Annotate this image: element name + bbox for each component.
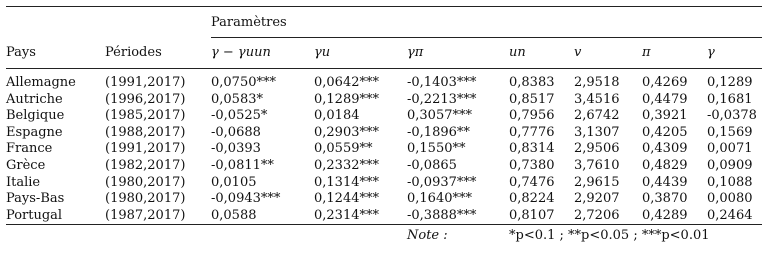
column-header-row bbox=[6, 38, 762, 69]
cell-u-n: 0,8224 bbox=[509, 191, 555, 207]
cell-gamma: 0,2464 bbox=[707, 207, 753, 223]
cell-periodes: (1987,2017) bbox=[105, 207, 186, 223]
cell-pays: Autriche bbox=[6, 91, 63, 107]
cell-gamma-minus-gammau-un: 0,0583* bbox=[211, 91, 263, 107]
cell-v: 3,7610 bbox=[574, 157, 620, 173]
cell-gamma-minus-gammau-un: -0,0688 bbox=[211, 124, 261, 140]
cell-gamma-pi: -0,0937*** bbox=[407, 174, 477, 190]
table-row bbox=[6, 208, 762, 225]
cell-v: 2,9207 bbox=[574, 191, 620, 207]
table-row bbox=[6, 191, 762, 208]
column-header-periodes: Périodes bbox=[105, 44, 162, 60]
table-row bbox=[6, 92, 762, 109]
cell-v: 2,9518 bbox=[574, 75, 620, 90]
cell-u-n: 0,7776 bbox=[509, 124, 555, 140]
group-header-row bbox=[6, 7, 762, 38]
cell-periodes: (1991,2017) bbox=[105, 141, 186, 157]
note-row bbox=[6, 227, 762, 245]
column-header-gamma-u: γu bbox=[314, 44, 331, 60]
cell-pays: Italie bbox=[6, 174, 41, 190]
cell-gamma-minus-gammau-un: 0,0588 bbox=[211, 207, 257, 223]
cell-gamma-pi: -0,1403*** bbox=[407, 75, 477, 90]
cell-pays: Allemagne bbox=[6, 75, 76, 90]
cell-u-n: 0,8383 bbox=[509, 75, 555, 90]
cell-gamma-minus-gammau-un: -0,0525* bbox=[211, 108, 268, 124]
cell-v: 2,7206 bbox=[574, 207, 620, 223]
cell-gamma-u: 0,0559** bbox=[314, 141, 373, 157]
note-label: Note : bbox=[407, 228, 448, 244]
cell-periodes: (1988,2017) bbox=[105, 124, 186, 140]
cell-gamma-pi: -0,3888*** bbox=[407, 207, 477, 223]
significance-note: *p<0.1 ; **p<0.05 ; ***p<0.01 bbox=[509, 228, 710, 244]
cell-gamma-pi: 0,1550** bbox=[407, 141, 466, 157]
cell-gamma: 0,0080 bbox=[707, 191, 753, 207]
cell-pi: 0,3921 bbox=[642, 108, 688, 124]
cell-pi: 0,4829 bbox=[642, 157, 688, 173]
cell-gamma-u: 0,0642*** bbox=[314, 75, 379, 90]
cell-pays: Grèce bbox=[6, 157, 46, 173]
cell-gamma: 0,1569 bbox=[707, 124, 753, 140]
cell-pays: Belgique bbox=[6, 108, 65, 124]
cell-v: 2,6742 bbox=[574, 108, 620, 124]
cell-gamma-minus-gammau-un: 0,0750*** bbox=[211, 75, 276, 90]
cell-gamma: 0,1681 bbox=[707, 91, 753, 107]
cell-pi: 0,3870 bbox=[642, 191, 688, 207]
column-header-gamma-pi: γπ bbox=[407, 44, 424, 60]
cell-gamma-u: 0,1289*** bbox=[314, 91, 379, 107]
cell-gamma-u: 0,2903*** bbox=[314, 124, 379, 140]
column-header-v: v bbox=[574, 44, 582, 60]
cell-gamma-u: 0,2314*** bbox=[314, 207, 379, 223]
column-header-gamma-minus-gammau-un: γ − γuun bbox=[211, 44, 271, 60]
cell-gamma: 0,1088 bbox=[707, 174, 753, 190]
table-row bbox=[6, 125, 762, 142]
cell-gamma-minus-gammau-un: -0,0393 bbox=[211, 141, 261, 157]
column-header-pays: Pays bbox=[6, 44, 36, 60]
cell-v: 2,9506 bbox=[574, 141, 620, 157]
cell-periodes: (1980,2017) bbox=[105, 191, 186, 207]
cell-pays: France bbox=[6, 141, 53, 157]
cell-periodes: (1985,2017) bbox=[105, 108, 186, 124]
cell-pi: 0,4289 bbox=[642, 207, 688, 223]
cell-gamma-u: 0,1244*** bbox=[314, 191, 379, 207]
cell-pi: 0,4205 bbox=[642, 124, 688, 140]
table-row bbox=[6, 158, 762, 175]
table-row bbox=[6, 75, 762, 92]
cell-gamma: 0,1289 bbox=[707, 75, 753, 90]
cell-pi: 0,4269 bbox=[642, 75, 688, 90]
cell-u-n: 0,7476 bbox=[509, 174, 555, 190]
cell-gamma-pi: -0,0865 bbox=[407, 157, 457, 173]
cell-u-n: 0,7956 bbox=[509, 108, 555, 124]
cell-gamma-pi: -0,1896** bbox=[407, 124, 470, 140]
table-row bbox=[6, 108, 762, 125]
cell-gamma: -0,0378 bbox=[707, 108, 757, 124]
cell-v: 3,4516 bbox=[574, 91, 620, 107]
cell-periodes: (1982,2017) bbox=[105, 157, 186, 173]
cell-v: 2,9615 bbox=[574, 174, 620, 190]
cell-gamma-pi: 0,1640*** bbox=[407, 191, 472, 207]
cell-gamma: 0,0909 bbox=[707, 157, 753, 173]
column-header-pi: π bbox=[642, 44, 651, 60]
cell-gamma-minus-gammau-un: -0,0943*** bbox=[211, 191, 281, 207]
cell-gamma-pi: -0,2213*** bbox=[407, 91, 477, 107]
cell-u-n: 0,7380 bbox=[509, 157, 555, 173]
cell-pays: Portugal bbox=[6, 207, 63, 223]
parameters-table bbox=[6, 6, 762, 245]
cell-u-n: 0,8314 bbox=[509, 141, 555, 157]
cell-periodes: (1991,2017) bbox=[105, 75, 186, 90]
cell-gamma-minus-gammau-un: -0,0811** bbox=[211, 157, 274, 173]
cell-gamma-u: 0,1314*** bbox=[314, 174, 379, 190]
column-header-u-n: un bbox=[509, 44, 526, 60]
group-header: Paramètres bbox=[211, 14, 287, 30]
cell-pays: Espagne bbox=[6, 124, 63, 140]
table-row bbox=[6, 141, 762, 158]
cell-gamma-pi: 0,3057*** bbox=[407, 108, 472, 124]
cell-v: 3,1307 bbox=[574, 124, 620, 140]
cell-gamma-minus-gammau-un: 0,0105 bbox=[211, 174, 257, 190]
column-header-gamma: γ bbox=[707, 44, 715, 60]
table-row bbox=[6, 175, 762, 192]
cell-periodes: (1996,2017) bbox=[105, 91, 186, 107]
cell-periodes: (1980,2017) bbox=[105, 174, 186, 190]
cell-u-n: 0,8107 bbox=[509, 207, 555, 223]
cell-pi: 0,4309 bbox=[642, 141, 688, 157]
cell-pi: 0,4479 bbox=[642, 91, 688, 107]
cell-gamma-u: 0,2332*** bbox=[314, 157, 379, 173]
cell-u-n: 0,8517 bbox=[509, 91, 555, 107]
cell-gamma: 0,0071 bbox=[707, 141, 753, 157]
cell-pays: Pays-Bas bbox=[6, 191, 65, 207]
cell-pi: 0,4439 bbox=[642, 174, 688, 190]
cell-gamma-u: 0,0184 bbox=[314, 108, 360, 124]
